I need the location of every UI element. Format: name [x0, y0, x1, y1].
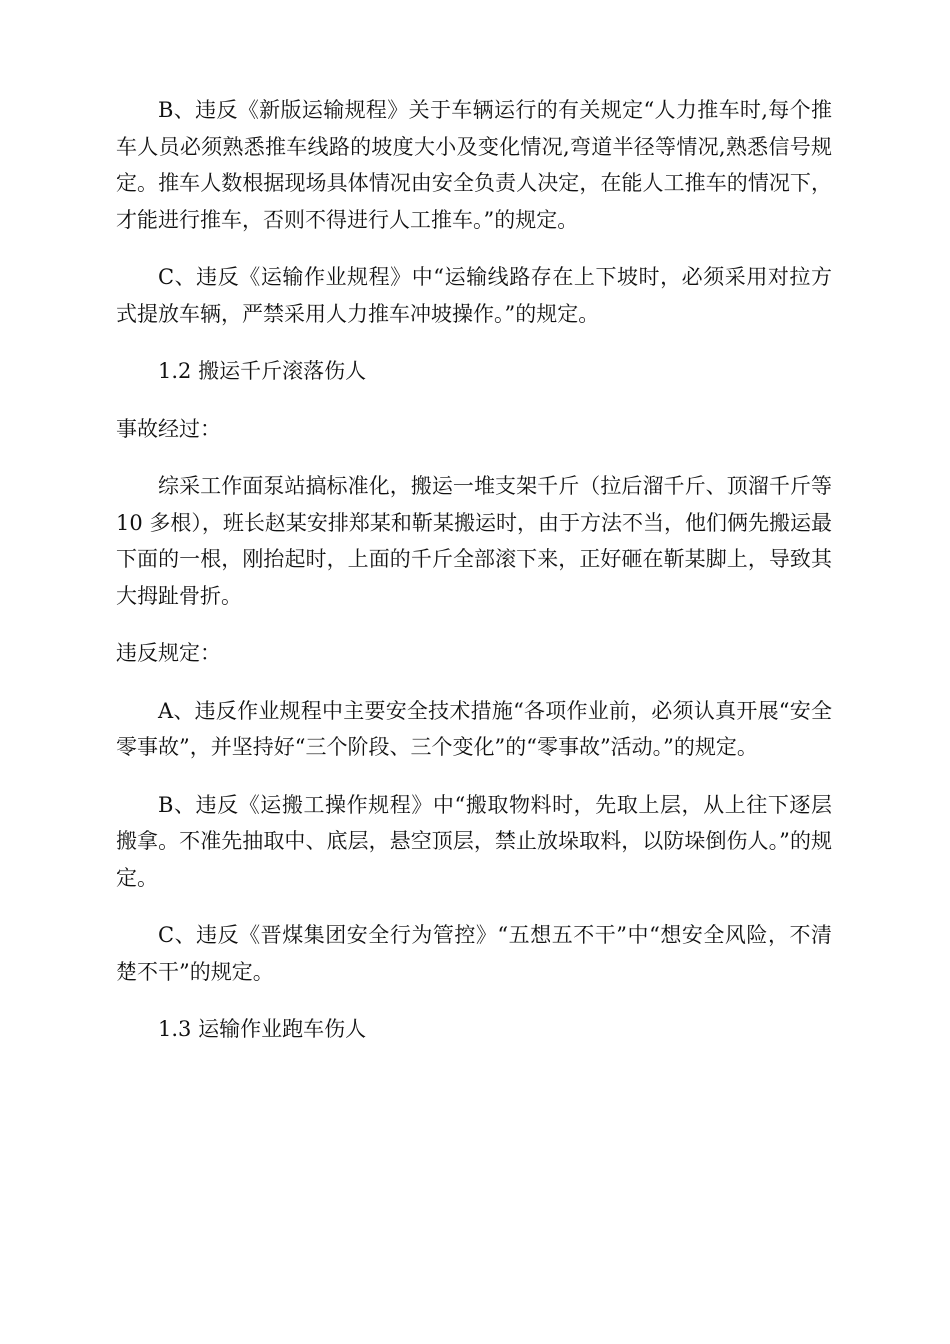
paragraph-violation-c-behavior-control: C、违反《晋煤集团安全行为管控》“五想五不干”中“想安全风险，不清楚不干”的规定。	[116, 923, 832, 984]
document-body	[116, 92, 832, 1048]
label-violated-rules: 违反规定：	[116, 641, 221, 665]
paragraph-violation-b-transport-rules: B、违反《新版运输规程》关于车辆运行的有关规定“人力推车时,每个推车人员必须熟悉推车线路的坡度大小及变化情况,弯道半径等情况,熟悉信号规定。推车人数根据现场具体情况由安全负责人决定，在能人工推车的情况下，才能进行推车，否则不得进行人工推车。”的规定。	[116, 98, 832, 232]
section-heading-1-2: 1.2 搬运千斤滚落伤人	[158, 359, 367, 383]
label-accident-process: 事故经过：	[116, 416, 221, 441]
paragraph-violation-b-handling-rules: B、违反《运搬工操作规程》中“搬取物料时，先取上层，从上往下逐层搬拿。不准先抽取中、底层，悬空顶层，禁止放垛取料，以防垛倒伤人。”的规定。	[116, 792, 832, 890]
paragraph-violation-a-work-rules: A、违反作业规程中主要安全技术措施“各项作业前，必须认真开展“安全零事故”，并坚持好“三个阶段、三个变化”的“零事故”活动。”的规定。	[116, 698, 832, 759]
paragraph-violation-c-transport-work-rules: C、违反《运输作业规程》中“运输线路存在上下坡时，必须采用对拉方式提放车辆，严禁采用人力推车冲坡操作。”的规定。	[116, 265, 832, 326]
paragraph-accident-description: 综采工作面泵站搞标准化，搬运一堆支架千斤（拉后溜千斤、顶溜千斤等 10 多根），班长赵某安排郑某和靳某搬运时，由于方法不当，他们俩先搬运最下面的一根，刚抬起时，上面的千斤全部滚下来，正好砸在靳某脚上，导致其大拇趾骨折。	[116, 474, 832, 608]
section-heading-1-3: 1.3 运输作业跑车伤人	[158, 1017, 367, 1041]
